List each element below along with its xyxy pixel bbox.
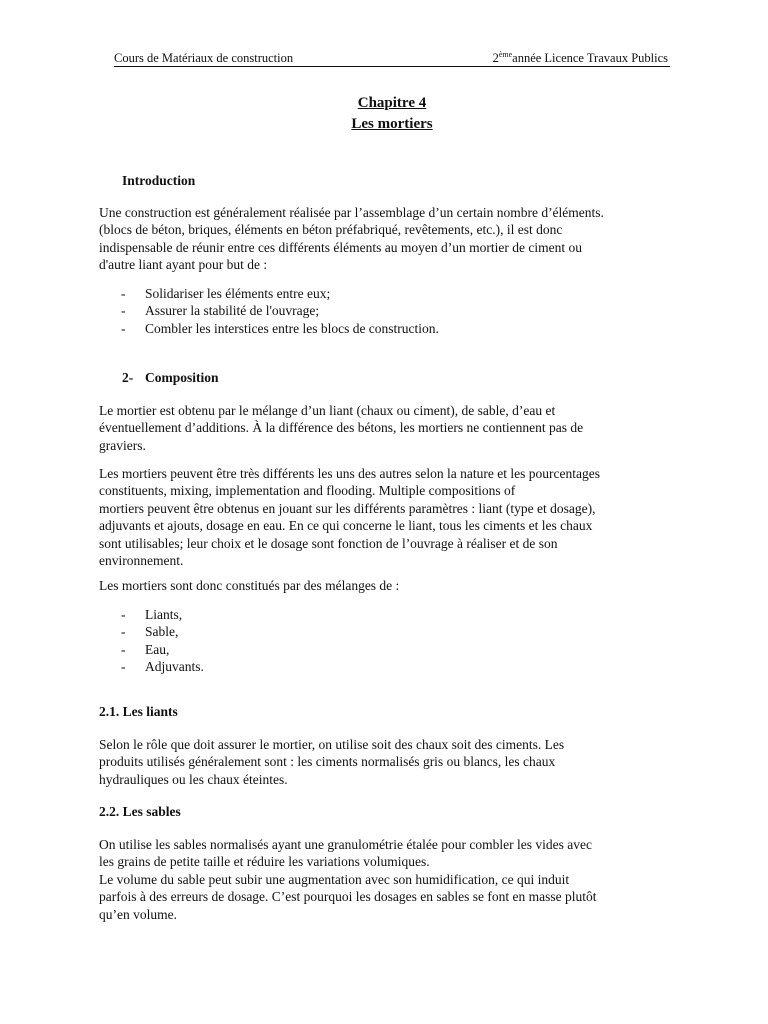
text-line: adjuvants et ajouts, dosage en eau. En ce qui concerne le liant, tous les ciments et les chaux [99, 518, 593, 534]
components-list [121, 606, 204, 676]
sables-paragraph [99, 836, 678, 923]
liants-heading: 2.1. Les liants [99, 704, 178, 719]
text-line: parfois à des erreurs de dosage. C’est pourquoi les dosages en sables se font en masse plutôt [99, 889, 597, 905]
text-line: sont utilisables; leur choix et le dosage sont fonction de l’ouvrage à réaliser et de son [99, 535, 558, 551]
page-header [114, 51, 670, 67]
list-item: - Combler les interstices entre les blocs de construction. [121, 320, 439, 336]
liants-paragraph [99, 736, 678, 788]
text-line: (blocs de béton, briques, éléments en béton préfabriqué, revêtements, etc.), il est donc [99, 222, 563, 238]
text-line: Les mortiers sont donc constitués par des mélanges de : [99, 578, 400, 593]
text-line: d'autre liant ayant pour but de : [99, 257, 268, 273]
list-item: - Adjuvants. [121, 659, 204, 675]
text-line: Le mortier est obtenu par le mélange d’un liant (chaux ou ciment), de sable, d’eau et [99, 403, 556, 418]
composition-paragraph-3 [99, 577, 678, 594]
text-line: mortiers peuvent être obtenus en jouant sur les différents paramètres : liant (type et dosage), [99, 500, 596, 516]
intro-list [121, 285, 439, 337]
course-title: Cours de Matériaux de construction [114, 51, 294, 65]
sables-heading: 2.2. Les sables [99, 804, 181, 819]
chapter-title: Les mortiers [351, 116, 433, 132]
text-line: hydrauliques ou les chaux éteintes. [99, 771, 288, 787]
composition-number: 2- [122, 370, 134, 385]
composition-paragraph-1 [99, 402, 678, 454]
text-line: qu’en volume. [99, 906, 177, 922]
intro-paragraph [99, 204, 678, 274]
list-item: - Sable, [121, 624, 179, 640]
course-level: 2èmeannée Licence Travaux Publics [492, 50, 668, 65]
text-line: éventuellement d’additions. À la différence des bétons, les mortiers ne contiennent pas de [99, 420, 584, 436]
text-line: Une construction est généralement réalisée par l’assemblage d’un certain nombre d’éléments. [99, 205, 604, 220]
list-item: - Liants, [121, 607, 183, 622]
text-line: constituents, mixing, implementation and flooding. Multiple compositions of [99, 483, 516, 499]
intro-heading: Introduction [122, 173, 196, 188]
chapter-number: Chapitre 4 [357, 95, 427, 111]
text-line: graviers. [99, 437, 146, 453]
composition-heading: Composition [145, 370, 219, 385]
text-line: Le volume du sable peut subir une augmentation avec son humidification, ce qui induit [99, 871, 570, 887]
text-line: les grains de petite taille et réduire les variations volumiques. [99, 854, 430, 870]
text-line: Les mortiers peuvent être très différents les uns des autres selon la nature et les pourcentages [99, 466, 600, 481]
text-line: indispensable de réunir entre ces différents éléments au moyen d’un mortier de ciment ou [99, 239, 582, 255]
text-line: environnement. [99, 553, 184, 569]
text-line: On utilise les sables normalisés ayant une granulométrie étalée pour combler les vides avec [99, 837, 592, 852]
text-line: Selon le rôle que doit assurer le mortier, on utilise soit des chaux soit des ciments. Les [99, 737, 565, 752]
list-item: - Solidariser les éléments entre eux; [121, 286, 331, 301]
composition-paragraph-2 [99, 465, 678, 569]
text-line: produits utilisés généralement sont : les ciments normalisés gris ou blancs, les chaux [99, 754, 556, 770]
list-item: - Eau, [121, 641, 170, 657]
list-item: - Assurer la stabilité de l'ouvrage; [121, 303, 320, 319]
